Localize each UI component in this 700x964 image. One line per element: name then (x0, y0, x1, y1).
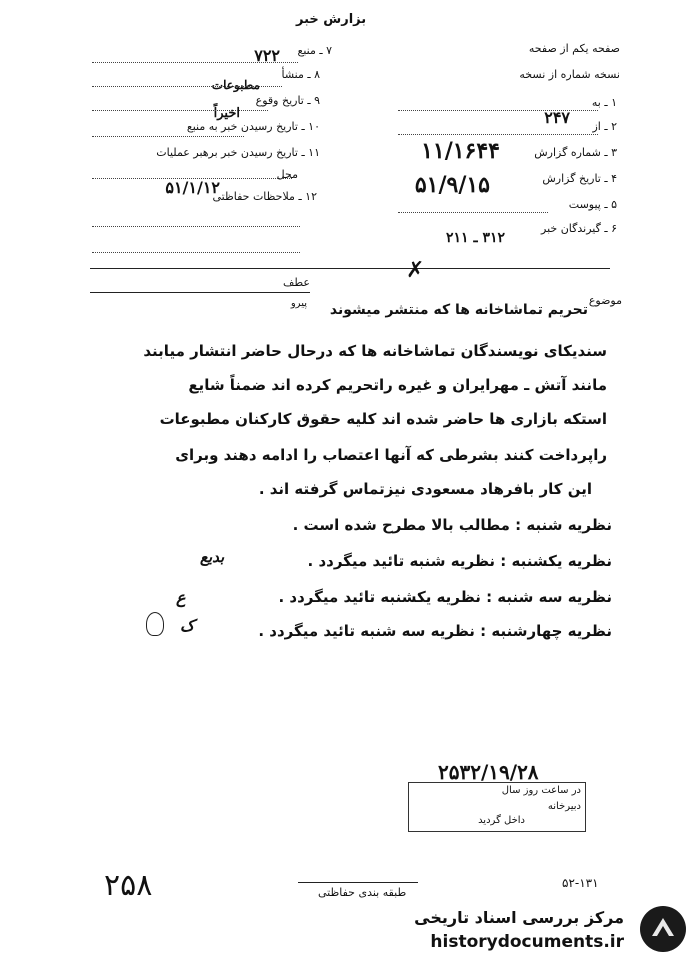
received-leader-label: ۱۱ ـ تاریخ رسیدن خبر برهبر عملیات (156, 146, 320, 159)
form-title: بزارش خبر (296, 12, 367, 27)
received-leader-value: ۵۱/۱/۱۲ (165, 178, 220, 197)
to-field-label: ۱ ـ به (591, 96, 617, 109)
schedule-wednesday: نظریه چهارشنبه : نظریه سه شنبه تائید میگردد . (258, 622, 612, 640)
stamp-line-1: در ساعت روز سال (501, 785, 581, 796)
schedule-tuesday: نظریه سه شنبه : نظریه یکشنبه تائید میگردد . (278, 588, 612, 606)
copy-field: نسخه شماره از نسخه (519, 68, 620, 81)
watermark-name: مرکز بررسی اسناد تاریخی (414, 908, 624, 927)
origin-line (92, 86, 282, 87)
subject-text: تحریم تماشاخانه ها که منتشر میشوند (329, 302, 588, 318)
received-source-label: ۱۰ ـ تاریخ رسیدن خبر به منبع (186, 120, 320, 133)
report-number-value: ۱۱/۱۶۴۴ (421, 138, 500, 164)
origin-value: مطبوعات (211, 78, 260, 92)
registry-stamp (408, 782, 586, 832)
page-field: صفحه یکم از صفحه (528, 42, 620, 55)
occurrence-date-value: اخیراً (213, 106, 240, 121)
body-line-5: این کار بافرهاد مسعودی نیزتماس گرفته اند . (258, 480, 592, 498)
received-source-line (92, 136, 244, 137)
circle-mark-icon (146, 612, 164, 636)
subject-label: موضوع (588, 294, 622, 307)
from-field-line (398, 134, 598, 135)
occurrence-date-label: ۹ ـ تاریخ وقوع (255, 94, 320, 107)
recipients-label: ۶ ـ گیرندگان خبر (541, 222, 617, 235)
body-line-4: راپرداخت کنند بشرطی که آنها اعتصاب را ادامه دهند وبرای (175, 446, 607, 464)
followup-label: پیرو (290, 298, 307, 309)
recipients-value: ۳۱۲ ـ ۲۱۱ (446, 230, 505, 246)
reference-label: عطف (283, 276, 310, 289)
occurrence-date-line (92, 110, 268, 111)
classification-line (298, 882, 418, 883)
body-line-2: مانند آتش ـ مهرایران و غیره راتحریم کرده اند ضمناً شایع (188, 376, 607, 394)
archive-logo-icon (640, 906, 686, 952)
form-code: ۵۲-۱۳۱ (562, 876, 599, 890)
source-value: ۷۲۲ (254, 46, 280, 65)
watermark-url: historydocuments.ir (430, 932, 624, 952)
attachment-line (398, 212, 548, 213)
origin-label: ۸ ـ منشأ (281, 68, 320, 81)
signature-tuesday: ع (176, 588, 186, 607)
archive-number: ۲۵۸ (104, 868, 153, 903)
security-notes-line2 (92, 252, 300, 253)
report-number-label: ۳ ـ شماره گزارش (534, 146, 617, 159)
stamp-number: ۲۵۳۲/۱۹/۲۸ (438, 760, 539, 784)
signature-sunday: بدیع (200, 548, 225, 566)
header-divider (90, 268, 610, 269)
security-notes-line1 (92, 226, 300, 227)
reference-divider (90, 292, 310, 293)
schedule-sunday: نظریه یکشنبه : نظریه شنبه تائید میگردد . (307, 552, 612, 570)
classification-label: طبقه بندی حفاظتی (318, 886, 407, 899)
from-field-value: ۲۴۷ (544, 108, 570, 127)
location-label: محل (276, 168, 298, 181)
report-date-label: ۴ ـ تاریخ گزارش (542, 172, 617, 185)
schedule-saturday: نظریه شنبه : مطالب بالا مطرح شده است . (292, 516, 612, 534)
stamp-line-2: دبیرخانه (547, 801, 581, 812)
report-date-value: ۵۱/۹/۱۵ (414, 172, 490, 198)
source-line (92, 62, 298, 63)
body-line-3: استکه بازاری ها حاضر شده اند کلیه حقوق کارکنان مطبوعات (159, 410, 607, 428)
from-field-label: ۲ ـ از (592, 120, 617, 133)
source-label: ۷ ـ منبع (297, 44, 332, 57)
signature-wednesday: ک (180, 616, 195, 635)
security-notes-label: ۱۲ ـ ملاحظات حفاظتی (212, 190, 317, 203)
body-line-1: سندیکای نویسندگان تماشاخانه ها که درحال حاضر انتشار میابند (143, 342, 607, 360)
handwritten-mark: ✗ (406, 258, 425, 283)
attachment-label: ۵ ـ پیوست (568, 198, 617, 211)
stamp-line-3: داخل گردید (478, 815, 525, 826)
